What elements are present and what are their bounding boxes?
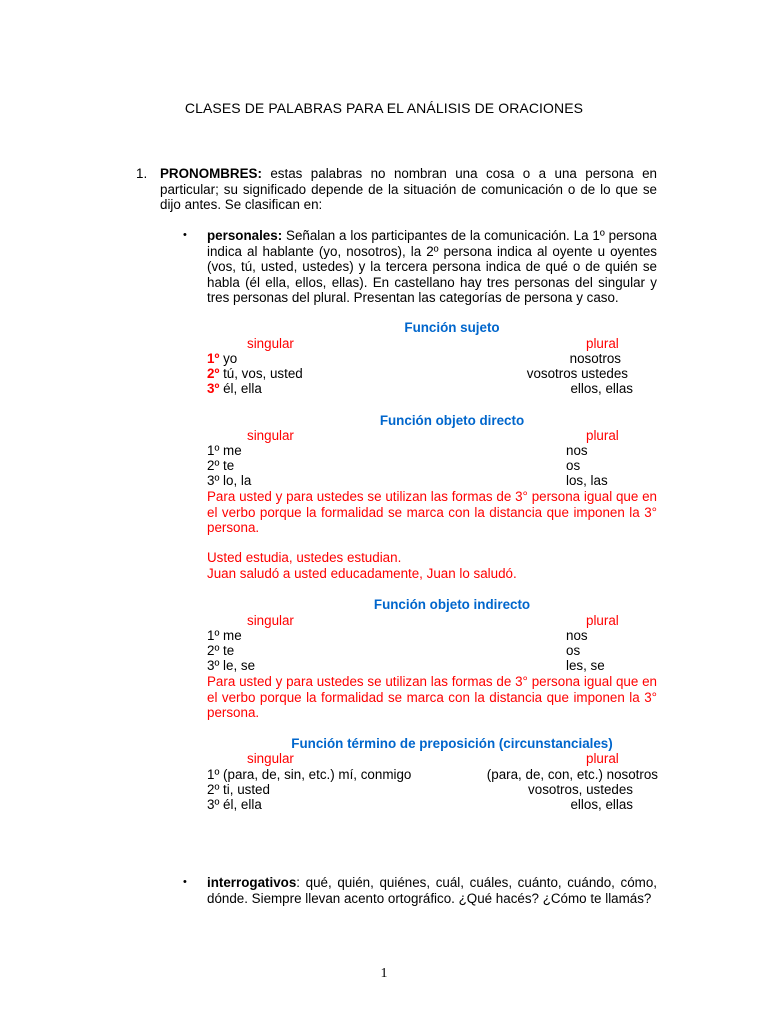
label-singular: singular — [247, 336, 294, 351]
section-heading: PRONOMBRES: — [160, 166, 262, 181]
heading-funcion-sujeto: Función sujeto — [404, 320, 500, 335]
table-row — [207, 366, 633, 381]
interrogativos-paragraph — [207, 875, 657, 906]
table-row — [207, 797, 633, 812]
plural-form: nos — [566, 443, 588, 458]
label-plural: plural — [586, 751, 619, 766]
formality-note: Para usted y para ustedes se utilizan las formas de 3° persona igual que en el verbo porque la formalidad se marca con la distancia que imponen la 3° persona. — [207, 489, 657, 535]
formality-note: Para usted y para ustedes se utilizan las formas de 3° persona igual que en el verbo porque la formalidad se marca con la distancia que imponen la 3° persona. — [207, 674, 657, 720]
heading-funcion-objeto-indirecto: Función objeto indirecto — [373, 597, 531, 612]
section-text: estas palabras no nombran una cosa o a una persona en particular; su significado depende de la situación de comunicación o de lo que se dijo antes. Se clasifican en: — [160, 166, 657, 212]
singular-form: 1º me — [207, 628, 242, 643]
singular-form: 1º me — [207, 443, 242, 458]
heading-funcion-termino-preposicion: Función término de preposición (circunstanciales) — [291, 736, 613, 751]
person-number: 3º — [207, 381, 220, 396]
singular-form: 3º lo, la — [207, 473, 252, 488]
example-line: Juan saludó a usted educadamente, Juan lo saludó. — [207, 566, 517, 581]
plural-form: (para, de, con, etc.) nosotros — [486, 767, 658, 782]
plural-form: nos — [566, 628, 588, 643]
table-row — [207, 473, 633, 488]
table-row — [207, 767, 658, 782]
singular-form: 2º te — [207, 643, 235, 658]
personales-heading: personales: — [207, 228, 283, 243]
table-row — [207, 443, 633, 458]
plural-form: vosotros ustedes — [526, 366, 628, 381]
label-singular: singular — [247, 613, 294, 628]
label-plural: plural — [586, 336, 619, 351]
table-row — [207, 351, 633, 366]
singular-form: yo — [219, 351, 238, 366]
label-plural: plural — [586, 428, 619, 443]
plural-form: los, las — [566, 473, 608, 488]
plural-form: os — [566, 458, 581, 473]
table-row — [207, 658, 633, 673]
plural-form: ellos, ellas — [570, 381, 633, 396]
singular-form: 1º (para, de, sin, etc.) mí, conmigo — [207, 767, 412, 782]
person-number: 2º — [207, 366, 220, 381]
table-row — [207, 458, 633, 473]
interrogativos-text: : qué, quién, quiénes, cuál, cuáles, cuánto, cuándo, cómo, dónde. Siempre llevan acento ortográfico. ¿Qué hacés? ¿Cómo te llamás? — [207, 875, 657, 906]
heading-funcion-objeto-directo: Función objeto directo — [379, 413, 525, 428]
interrogativos-heading: interrogativos — [207, 875, 297, 890]
plural-form: les, se — [566, 658, 605, 673]
table-row — [207, 643, 633, 658]
document-title: CLASES DE PALABRAS PARA EL ANÁLISIS DE ORACIONES — [184, 100, 584, 116]
person-number: 1º — [207, 351, 220, 366]
label-plural: plural — [586, 613, 619, 628]
plural-form: os — [566, 643, 581, 658]
plural-form: vosotros, ustedes — [528, 782, 633, 797]
plural-form: ellos, ellas — [570, 797, 633, 812]
table-row — [207, 782, 633, 797]
label-singular: singular — [247, 751, 294, 766]
page-number: 1 — [380, 966, 388, 981]
singular-form: 2º te — [207, 458, 235, 473]
personales-paragraph — [207, 228, 657, 306]
singular-form: 2º ti, usted — [207, 782, 270, 797]
plural-form: nosotros — [569, 351, 621, 366]
singular-form: tú, vos, usted — [219, 366, 303, 381]
table-row — [207, 628, 633, 643]
singular-form: él, ella — [219, 381, 262, 396]
table-row — [207, 381, 633, 396]
singular-form: 3º le, se — [207, 658, 256, 673]
personales-text: Señalan a los participantes de la comunicación. La 1º persona indica al hablante (yo, nosotros), la 2º persona indica al oyente u oyentes (vos, tú, usted, ustedes) y la tercera persona indica de qué o de quién se habla (él ella, ellos, ellas). En castellano hay tres personas del singular y tres personas del plural. Presentan las categorías de persona y caso. — [207, 228, 657, 305]
singular-form: 3º él, ella — [207, 797, 262, 812]
example-line: Usted estudia, ustedes estudian. — [207, 550, 402, 565]
label-singular: singular — [247, 428, 294, 443]
section-number: 1. — [136, 166, 148, 181]
section-pronombres-paragraph — [160, 166, 657, 213]
bullet-icon: • — [183, 876, 187, 888]
bullet-icon: • — [183, 229, 187, 241]
